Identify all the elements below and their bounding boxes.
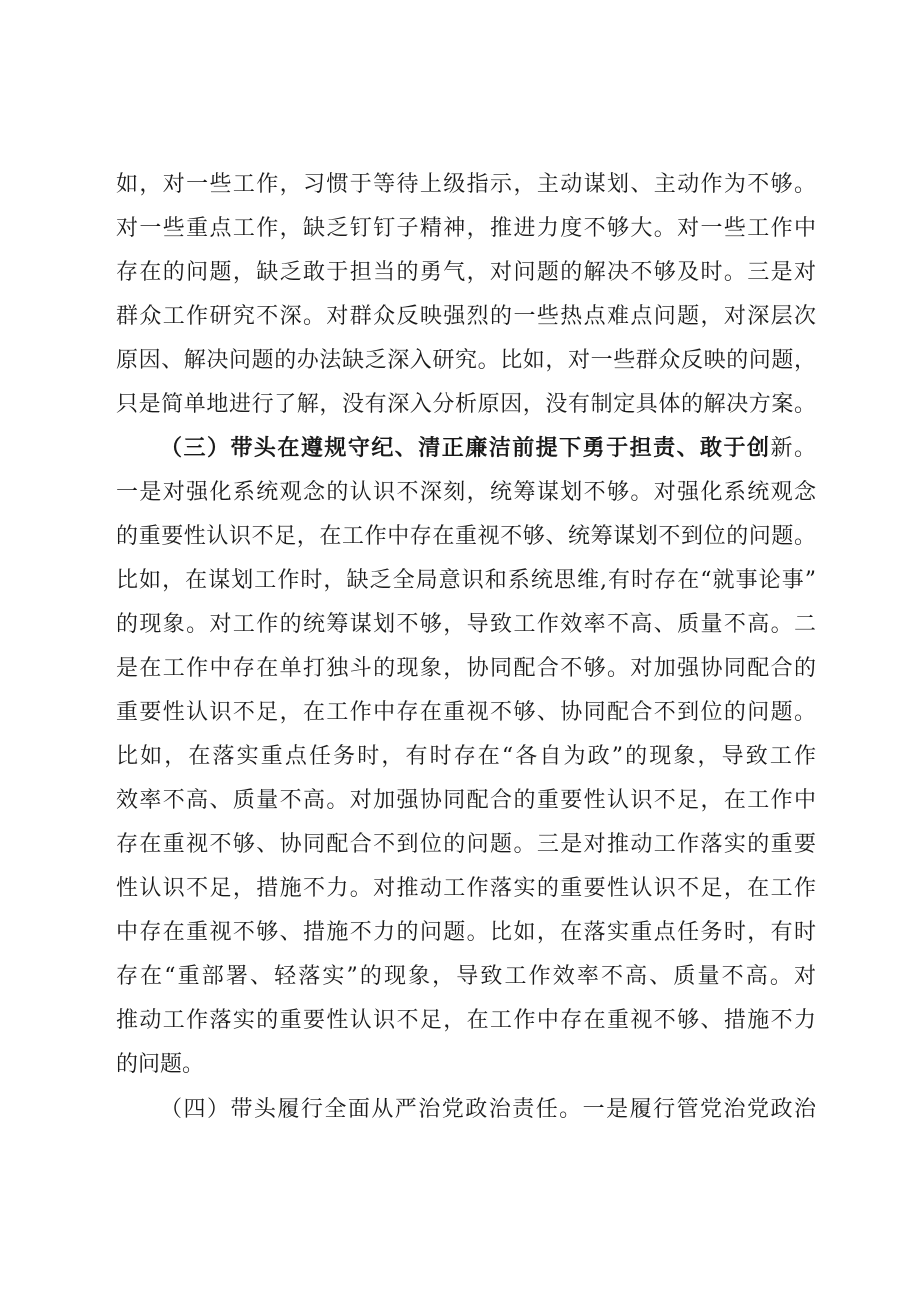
section-heading-3-bold: （三）带头在遵规守纪、清正廉洁前提下勇于担责、敢于创 — [160, 436, 771, 461]
body-line: 存在的问题，缺乏敢于担当的勇气，对问题的解决不够及时。三是对 — [116, 260, 816, 285]
body-line: 一是对强化系统观念的认识不深刻，统筹谋划不够。对强化系统观念 — [116, 480, 816, 505]
body-line: 重要性认识不足，在工作中存在重视不够、协同配合不到位的问题。 — [116, 700, 816, 725]
body-line: 的问题。 — [116, 1052, 205, 1077]
body-line: 性认识不足，措施不力。对推动工作落实的重要性认识不足，在工作 — [116, 876, 816, 901]
body-line: 推动工作落实的重要性认识不足，在工作中存在重视不够、措施不力 — [116, 1008, 816, 1033]
body-line: 的重要性认识不足，在工作中存在重视不够、统筹谋划不到位的问题。 — [116, 524, 816, 549]
body-line: 存在重视不够、协同配合不到位的问题。三是对推动工作落实的重要 — [116, 832, 816, 857]
body-line: 存在“重部署、轻落实”的现象，导致工作效率不高、质量不高。对 — [116, 964, 816, 989]
body-line: 是在工作中存在单打独斗的现象，协同配合不够。对加强协同配合的 — [116, 656, 816, 681]
body-line: 的现象。对工作的统筹谋划不够，导致工作效率不高、质量不高。二 — [116, 612, 816, 637]
section-heading-3 — [160, 427, 816, 471]
body-line: 原因、解决问题的办法缺乏深入研究。比如，对一些群众反映的问题， — [116, 348, 816, 373]
body-line: 只是简单地进行了解，没有深入分析原因，没有制定具体的解决方案。 — [116, 392, 816, 417]
body-line: 对一些重点工作，缺乏钉钉子精神，推进力度不够大。对一些工作中 — [116, 216, 816, 241]
body-line: 效率不高、质量不高。对加强协同配合的重要性认识不足，在工作中 — [116, 788, 816, 813]
body-line: 比如，在落实重点任务时，有时存在“各自为政”的现象，导致工作 — [116, 744, 816, 769]
section-heading-4: （四）带头履行全面从严治党政治责任。一是履行管党治党政治 — [160, 1097, 816, 1122]
section-heading-3-tail: 新。 — [770, 436, 816, 461]
body-line: 如，对一些工作，习惯于等待上级指示，主动谋划、主动作为不够。 — [116, 172, 816, 197]
body-line: 群众工作研究不深。对群众反映强烈的一些热点难点问题，对深层次 — [116, 304, 816, 329]
body-line: 比如，在谋划工作时，缺乏全局意识和系统思维,有时存在“就事论事” — [116, 568, 816, 593]
body-line: 中存在重视不够、措施不力的问题。比如，在落实重点任务时，有时 — [116, 920, 816, 945]
